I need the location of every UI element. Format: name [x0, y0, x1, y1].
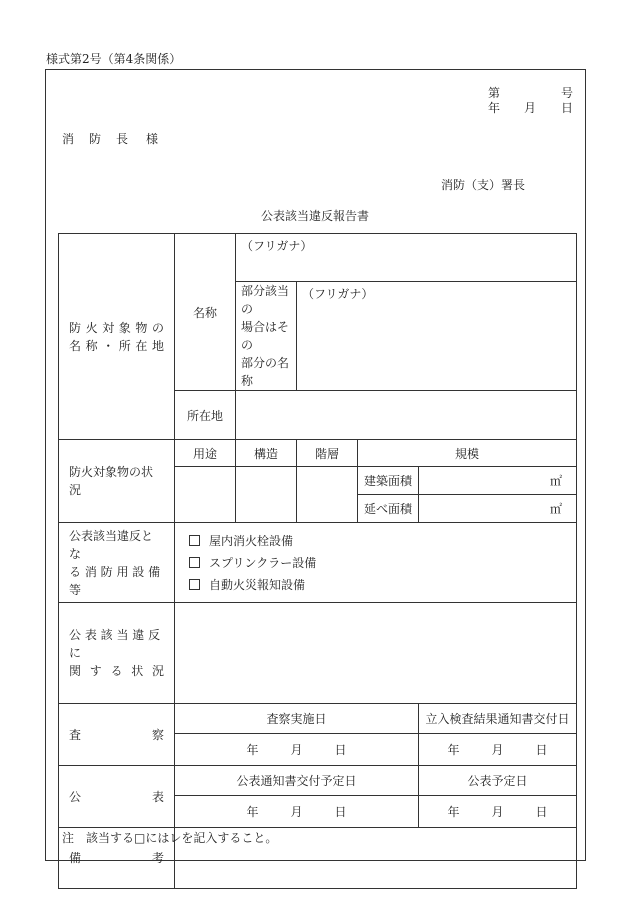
total-floor-area-unit: ㎡ — [550, 502, 563, 516]
doc-number-prefix: 第 — [488, 86, 501, 100]
section4-label — [59, 603, 175, 704]
section4-label-line2: 関 す る 状 況 — [69, 664, 164, 678]
section1-label-line1: 防 火 対 象 物 の — [69, 320, 164, 335]
year-label: 年 — [447, 743, 460, 757]
recipient-char-3: 長 — [116, 132, 129, 146]
section3-label-line1: 公表該当違反とな — [69, 528, 154, 561]
day-label: 日 — [535, 805, 548, 819]
partial-label-line3: 部分の名称 — [241, 356, 290, 388]
inspection-date-header: 査察実施日 — [175, 704, 419, 734]
option-fire-alarm[interactable] — [175, 574, 576, 596]
option-label: 屋内消火栓設備 — [209, 534, 294, 548]
building-area-label: 建築面積 — [358, 467, 419, 495]
option-label: 自動火災報知設備 — [209, 578, 306, 592]
notice-date-field[interactable] — [419, 734, 577, 766]
structure-header: 構造 — [236, 440, 297, 467]
partial-name-field[interactable] — [297, 282, 577, 391]
header-day: 日 — [561, 101, 574, 115]
day-label: 日 — [334, 743, 347, 757]
partial-furigana: （フリガナ） — [302, 287, 374, 301]
notice-date-header: 立入検査結果通知書交付日 — [419, 704, 577, 734]
month-label: 月 — [491, 805, 504, 819]
form-label: 様式第2号（第4条関係） — [46, 52, 182, 66]
inspection-date-field[interactable] — [175, 734, 419, 766]
month-label: 月 — [491, 743, 504, 757]
use-field[interactable] — [175, 467, 236, 523]
partial-name-label — [236, 282, 297, 391]
footnote: 注 該当する□にはレを記入すること。 — [62, 831, 278, 845]
floors-field[interactable] — [297, 467, 358, 523]
recipient-char-1: 消 — [62, 132, 75, 146]
address-field[interactable] — [236, 391, 577, 440]
section3-label-line2: る 消 防 用 設 備 等 — [69, 564, 161, 597]
total-floor-area-label: 延べ面積 — [358, 495, 419, 523]
name-field[interactable] — [236, 234, 577, 282]
section6-label-text: 公 表 — [69, 789, 164, 804]
section2-label: 防火対象物の状況 — [59, 440, 175, 523]
year-label: 年 — [246, 805, 259, 819]
report-table — [58, 233, 577, 889]
building-area-unit: ㎡ — [550, 474, 563, 488]
violation-status-field[interactable] — [175, 603, 577, 704]
total-floor-area-field[interactable] — [419, 495, 577, 523]
header-month: 月 — [524, 101, 537, 115]
use-header: 用途 — [175, 440, 236, 467]
year-label: 年 — [246, 743, 259, 757]
sender: 消防（支）署長 — [441, 178, 526, 192]
checkbox[interactable] — [189, 557, 200, 568]
recipient-honorific: 様 — [146, 132, 159, 146]
publication-notice-date-header: 公表通知書交付予定日 — [175, 766, 419, 796]
month-label: 月 — [290, 743, 303, 757]
header-year: 年 — [488, 101, 501, 115]
publication-date-field[interactable] — [419, 796, 577, 828]
section1-label — [59, 234, 175, 440]
partial-label-line2: 場合はその — [241, 320, 290, 352]
doc-number-suffix: 号 — [561, 86, 574, 100]
section4-label-line1: 公 表 該 当 違 反 に — [69, 628, 161, 660]
section6-label — [59, 766, 175, 828]
floors-header: 階層 — [297, 440, 358, 467]
day-label: 日 — [334, 805, 347, 819]
section1-label-line2: 名 称 ・ 所 在 地 — [69, 338, 164, 353]
option-indoor-hydrant[interactable] — [175, 530, 576, 552]
section7-label-text: 備 考 — [69, 851, 164, 865]
day-label: 日 — [535, 743, 548, 757]
option-label: スプリンクラー設備 — [209, 556, 317, 570]
equipment-options — [175, 523, 577, 603]
publication-date-header: 公表予定日 — [419, 766, 577, 796]
section3-label — [59, 523, 175, 603]
structure-field[interactable] — [236, 467, 297, 523]
checkbox[interactable] — [189, 535, 200, 546]
address-label: 所在地 — [175, 391, 236, 440]
recipient-char-2: 防 — [89, 132, 102, 146]
name-furigana: （フリガナ） — [241, 239, 313, 253]
scale-header: 規模 — [358, 440, 577, 467]
section5-label — [59, 704, 175, 766]
publication-notice-date-field[interactable] — [175, 796, 419, 828]
checkbox[interactable] — [189, 579, 200, 590]
document-title: 公表該当違反報告書 — [260, 209, 369, 223]
name-label: 名称 — [175, 234, 236, 391]
year-label: 年 — [447, 805, 460, 819]
partial-label-line1: 部分該当の — [241, 284, 290, 316]
building-area-field[interactable] — [419, 467, 577, 495]
section5-label-text: 査 察 — [69, 727, 164, 742]
option-sprinkler[interactable] — [175, 552, 576, 574]
month-label: 月 — [290, 805, 303, 819]
